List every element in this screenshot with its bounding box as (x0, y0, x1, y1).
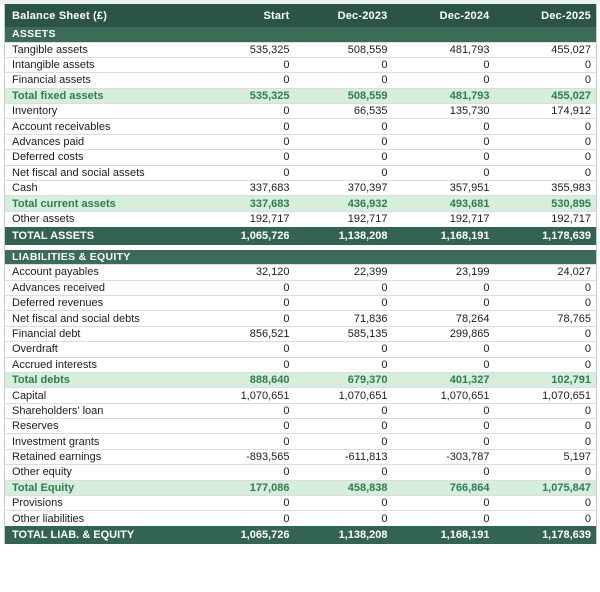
column-header-dec-2025: Dec-2025 (495, 4, 597, 27)
row-label: Other assets (5, 211, 197, 226)
row-label: Overdraft (5, 342, 197, 357)
row-value: 0 (197, 403, 295, 418)
section-label: LIABILITIES & EQUITY (5, 250, 597, 265)
section-label: ASSETS (5, 27, 597, 42)
table-row (5, 134, 597, 149)
row-value: 0 (197, 165, 295, 180)
balance-sheet-table (4, 4, 597, 544)
row-label: Tangible assets (5, 42, 197, 57)
row-label: Total debts (5, 372, 197, 387)
table-row (5, 57, 597, 72)
subtotal-row (5, 372, 597, 387)
row-value: 0 (295, 119, 393, 134)
row-value: 102,791 (495, 372, 597, 387)
table-row (5, 181, 597, 196)
row-value: 0 (295, 511, 393, 526)
row-value: 177,086 (197, 480, 295, 495)
row-label: Advances received (5, 280, 197, 295)
row-value: 585,135 (295, 326, 393, 341)
row-label: Accrued interests (5, 357, 197, 372)
row-value: 0 (393, 419, 495, 434)
row-value: 0 (295, 150, 393, 165)
row-value: 0 (495, 419, 597, 434)
row-value: 0 (295, 465, 393, 480)
row-value: 355,983 (495, 181, 597, 196)
row-value: 0 (495, 134, 597, 149)
row-value: 493,681 (393, 196, 495, 211)
table-row (5, 465, 597, 480)
table-row (5, 326, 597, 341)
row-label: Net fiscal and social debts (5, 311, 197, 326)
row-value: 1,070,651 (197, 388, 295, 403)
row-value: 192,717 (495, 211, 597, 226)
row-label: Capital (5, 388, 197, 403)
row-value: 0 (197, 342, 295, 357)
row-label: Retained earnings (5, 449, 197, 464)
row-value: 32,120 (197, 265, 295, 280)
row-label: Total Equity (5, 480, 197, 495)
row-value: 0 (295, 403, 393, 418)
row-value: 0 (295, 73, 393, 88)
table-row (5, 280, 597, 295)
row-value: -611,813 (295, 449, 393, 464)
column-header-dec-2024: Dec-2024 (393, 4, 495, 27)
row-value: 0 (495, 295, 597, 310)
row-value: 1,168,191 (393, 227, 495, 245)
row-value: 888,640 (197, 372, 295, 387)
row-value: 0 (495, 326, 597, 341)
table-row (5, 265, 597, 280)
table-row (5, 150, 597, 165)
row-value: 0 (495, 119, 597, 134)
row-value: 1,138,208 (295, 526, 393, 544)
table-row (5, 342, 597, 357)
row-value: 0 (197, 150, 295, 165)
row-value: 0 (495, 150, 597, 165)
section-row (5, 250, 597, 265)
row-value: 192,717 (197, 211, 295, 226)
row-value: 135,730 (393, 104, 495, 119)
row-value: 1,138,208 (295, 227, 393, 245)
table-row (5, 211, 597, 226)
row-value: 0 (295, 57, 393, 72)
row-value: 1,065,726 (197, 227, 295, 245)
grandtotal-row (5, 227, 597, 245)
table-header-row (5, 4, 597, 27)
subtotal-row (5, 480, 597, 495)
row-label: Investment grants (5, 434, 197, 449)
subtotal-row (5, 88, 597, 103)
row-value: 1,070,651 (295, 388, 393, 403)
row-value: 766,864 (393, 480, 495, 495)
row-value: 508,559 (295, 42, 393, 57)
row-value: 535,325 (197, 42, 295, 57)
row-label: Intangible assets (5, 57, 197, 72)
row-value: 1,075,847 (495, 480, 597, 495)
row-value: 436,932 (295, 196, 393, 211)
column-header-start: Start (197, 4, 295, 27)
row-value: 0 (197, 434, 295, 449)
row-label: Account receivables (5, 119, 197, 134)
table-row (5, 42, 597, 57)
row-label: Reserves (5, 419, 197, 434)
row-value: 0 (393, 511, 495, 526)
row-value: 0 (495, 342, 597, 357)
row-value: 357,951 (393, 181, 495, 196)
row-value: 337,683 (197, 181, 295, 196)
row-value: 5,197 (495, 449, 597, 464)
row-value: 0 (295, 434, 393, 449)
row-value: 0 (393, 150, 495, 165)
row-value: 78,264 (393, 311, 495, 326)
row-value: 0 (495, 165, 597, 180)
row-value: 23,199 (393, 265, 495, 280)
row-label: Shareholders' loan (5, 403, 197, 418)
table-title: Balance Sheet (£) (5, 4, 197, 27)
row-value: 0 (295, 134, 393, 149)
row-value: 192,717 (393, 211, 495, 226)
table-row (5, 357, 597, 372)
table-row (5, 388, 597, 403)
row-value: 0 (197, 57, 295, 72)
row-value: 0 (197, 73, 295, 88)
row-value: 0 (393, 165, 495, 180)
row-value: 856,521 (197, 326, 295, 341)
table-row (5, 434, 597, 449)
row-value: 78,765 (495, 311, 597, 326)
column-header-dec-2023: Dec-2023 (295, 4, 393, 27)
table-row (5, 295, 597, 310)
table-row (5, 165, 597, 180)
table-row (5, 104, 597, 119)
row-value: 0 (393, 496, 495, 511)
row-value: 0 (495, 496, 597, 511)
row-value: 0 (295, 496, 393, 511)
table-row (5, 419, 597, 434)
row-label: Deferred costs (5, 150, 197, 165)
row-label: TOTAL LIAB. & EQUITY (5, 526, 197, 544)
row-value: 0 (393, 434, 495, 449)
row-value: 0 (393, 342, 495, 357)
table-row (5, 496, 597, 511)
row-value: 1,070,651 (393, 388, 495, 403)
row-value: 0 (197, 357, 295, 372)
row-value: 0 (197, 419, 295, 434)
row-value: 530,895 (495, 196, 597, 211)
row-value: 458,838 (295, 480, 393, 495)
row-value: 679,370 (295, 372, 393, 387)
table-row (5, 511, 597, 526)
row-value: 22,399 (295, 265, 393, 280)
row-value: 0 (393, 119, 495, 134)
row-value: 1,065,726 (197, 526, 295, 544)
row-value: 535,325 (197, 88, 295, 103)
row-value: 0 (197, 280, 295, 295)
row-label: Other liabilities (5, 511, 197, 526)
row-value: 174,912 (495, 104, 597, 119)
row-value: 0 (393, 403, 495, 418)
table-row (5, 73, 597, 88)
row-value: 0 (495, 280, 597, 295)
row-label: Total fixed assets (5, 88, 197, 103)
row-value: 0 (393, 134, 495, 149)
row-value: 71,836 (295, 311, 393, 326)
row-value: 1,178,639 (495, 526, 597, 544)
row-value: 66,535 (295, 104, 393, 119)
row-value: -893,565 (197, 449, 295, 464)
row-value: 0 (295, 419, 393, 434)
row-value: 370,397 (295, 181, 393, 196)
row-value: 481,793 (393, 42, 495, 57)
table-row (5, 119, 597, 134)
row-value: 0 (393, 295, 495, 310)
row-value: 0 (495, 434, 597, 449)
row-value: 0 (295, 342, 393, 357)
row-value: 0 (295, 165, 393, 180)
row-label: Provisions (5, 496, 197, 511)
row-value: 0 (393, 73, 495, 88)
row-label: Advances paid (5, 134, 197, 149)
row-value: 0 (197, 311, 295, 326)
row-value: 0 (495, 357, 597, 372)
row-value: 0 (197, 295, 295, 310)
row-value: 337,683 (197, 196, 295, 211)
row-value: 24,027 (495, 265, 597, 280)
row-label: Deferred revenues (5, 295, 197, 310)
row-value: 192,717 (295, 211, 393, 226)
row-label: Financial debt (5, 326, 197, 341)
row-value: 455,027 (495, 88, 597, 103)
row-value: 0 (495, 511, 597, 526)
table-row (5, 311, 597, 326)
row-value: 0 (495, 73, 597, 88)
row-label: Net fiscal and social assets (5, 165, 197, 180)
table-row (5, 449, 597, 464)
table-row (5, 403, 597, 418)
row-value: 0 (393, 465, 495, 480)
row-value: 455,027 (495, 42, 597, 57)
row-value: 1,070,651 (495, 388, 597, 403)
row-value: 0 (495, 57, 597, 72)
row-value: 0 (197, 119, 295, 134)
row-value: 0 (393, 57, 495, 72)
row-value: 0 (295, 280, 393, 295)
row-label: Total current assets (5, 196, 197, 211)
row-value: 0 (495, 465, 597, 480)
row-value: 1,168,191 (393, 526, 495, 544)
row-value: 508,559 (295, 88, 393, 103)
grandtotal-row (5, 526, 597, 544)
row-value: 0 (295, 357, 393, 372)
row-label: Financial assets (5, 73, 197, 88)
row-value: 0 (393, 280, 495, 295)
row-value: 0 (197, 134, 295, 149)
row-value: 0 (197, 465, 295, 480)
row-value: 481,793 (393, 88, 495, 103)
subtotal-row (5, 196, 597, 211)
row-value: 0 (197, 511, 295, 526)
row-value: 0 (197, 496, 295, 511)
row-value: 0 (295, 295, 393, 310)
row-label: TOTAL ASSETS (5, 227, 197, 245)
row-value: -303,787 (393, 449, 495, 464)
row-value: 0 (495, 403, 597, 418)
row-label: Inventory (5, 104, 197, 119)
row-label: Cash (5, 181, 197, 196)
row-value: 299,865 (393, 326, 495, 341)
row-value: 401,327 (393, 372, 495, 387)
row-value: 1,178,639 (495, 227, 597, 245)
row-value: 0 (197, 104, 295, 119)
row-label: Other equity (5, 465, 197, 480)
row-label: Account payables (5, 265, 197, 280)
section-row (5, 27, 597, 42)
row-value: 0 (393, 357, 495, 372)
